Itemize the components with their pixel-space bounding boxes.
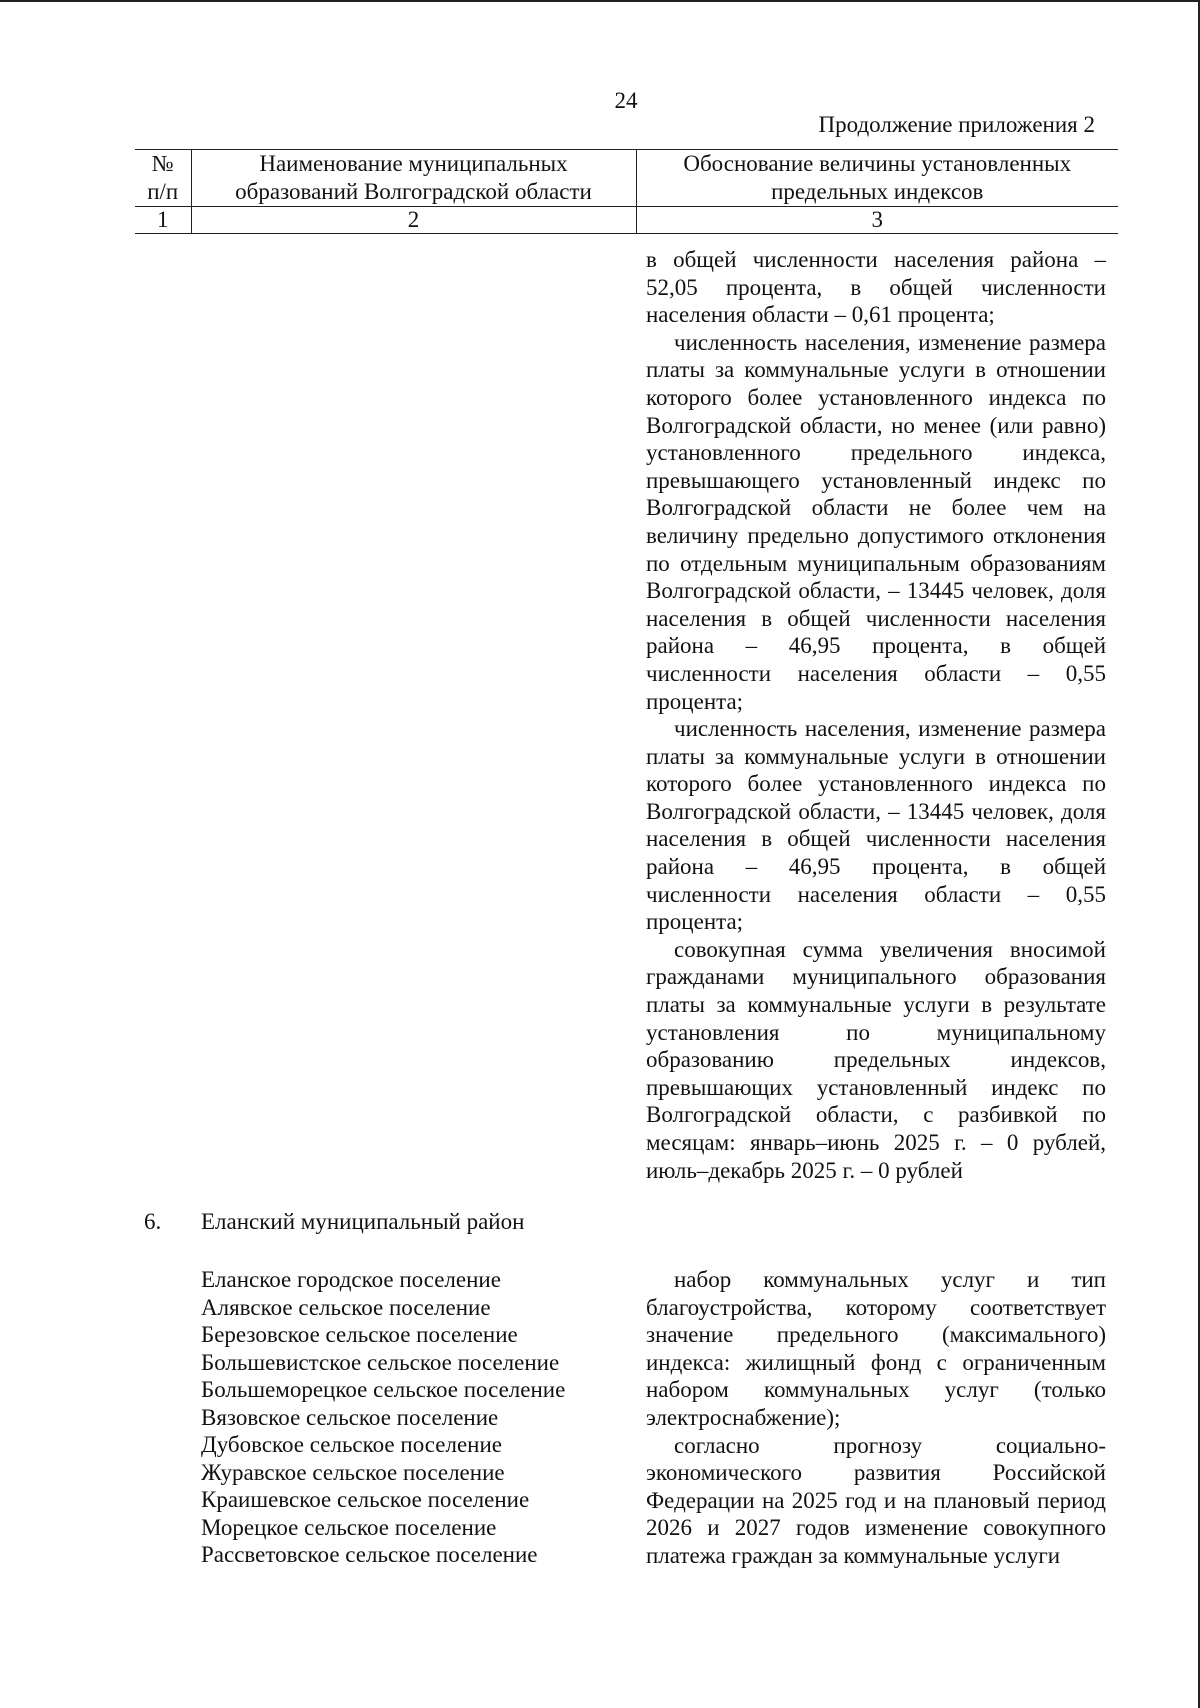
- list-item: Алявское сельское поселение: [201, 1294, 491, 1320]
- list-item: Большеморецкое сельское поселение: [201, 1377, 566, 1402]
- district-justification-text: [646, 1266, 1106, 1570]
- continuation-label: Продолжение приложения 2: [818, 112, 1095, 137]
- paragraph: согласно прогнозу социально-экономического развития Российской Федерации на 2025 год и на плановый период 2026 и 2027 годов изменение совокупного платежа граждан за коммунальные услуги: [646, 1432, 1106, 1568]
- district-name: Еланский муниципальный район: [201, 1209, 525, 1234]
- list-item: Краишевское сельское поселение: [201, 1487, 530, 1512]
- list-item: Большевистское сельское поселение: [201, 1349, 560, 1375]
- header-justification-line2: предельных индексов: [771, 179, 984, 204]
- list-item: Журавское сельское поселение: [201, 1459, 505, 1485]
- list-item: Еланское городское поселение: [201, 1267, 501, 1292]
- settlement-list: [201, 1266, 565, 1569]
- list-item: Рассветовское сельское поселение: [201, 1542, 538, 1567]
- district-number: 6.: [144, 1209, 162, 1234]
- header-name-line2: образований Волгоградской области: [235, 179, 592, 204]
- paragraph: набор коммунальных услуг и тип благоустройства, которому соответствует значение предельного (максимального) индекса: жилищный фонд с ограниченным набором коммунальных услуг (только электроснабжение);: [646, 1267, 1106, 1430]
- previous-justification-text: [646, 246, 1106, 1184]
- paragraph: численность населения, изменение размера платы за коммунальные услуги в отношении которого более установленного индекса по Волгоградской области, – 13445 человек, доля населения в общей численности населения района – 46,95 процента, в общей численности населения области – 0,55 процента;: [646, 716, 1106, 935]
- header-name-line1: Наименование муниципальных: [259, 151, 568, 176]
- paragraph: численность населения, изменение размера платы за коммунальные услуги в отношении которого более установленного индекса по Волгоградской области, но менее (или равно) установленного предельного индекса, превышающего установленный индекс по Волгоградской области не более чем на величину предельно допустимого отклонения по отдельным муниципальным образованиям Волгоградской области, – 13445 человек, доля населения в общей численности населения района – 46,95 процента, в общей численности населения области – 0,55 процента;: [646, 329, 1106, 714]
- header-number-line2: п/п: [147, 179, 179, 204]
- header-number-line1: №: [151, 151, 174, 176]
- header-cell-justification: [636, 150, 1118, 207]
- column-number-2: 2: [191, 207, 636, 234]
- page-top-edge: [0, 0, 1200, 2]
- header-cell-number: [135, 150, 191, 207]
- table-header: [135, 149, 1118, 234]
- list-item: Березовское сельское поселение: [201, 1322, 518, 1347]
- list-item: Морецкое сельское поселение: [201, 1514, 497, 1540]
- column-number-1: 1: [135, 207, 191, 234]
- paragraph: в общей численности населения района – 52,05 процента, в общей численности населения области – 0,61 процента;: [646, 247, 1106, 328]
- list-item: Дубовское сельское поселение: [201, 1432, 502, 1457]
- column-number-row: [135, 207, 1118, 234]
- page-number: 24: [614, 88, 638, 113]
- header-row: [135, 150, 1118, 207]
- list-item: Вязовское сельское поселение: [201, 1404, 499, 1430]
- header-justification-line1: Обоснование величины установленных: [683, 151, 1072, 176]
- header-cell-name: [191, 150, 636, 207]
- paragraph: совокупная сумма увеличения вносимой гражданами муниципального образования платы за коммунальные услуги в результате установления по муниципальному образованию предельных индексов, превышающих установленный индекс по Волгоградской области, с разбивкой по месяцам: январь–июнь 2025 г. – 0 рублей, июль–декабрь 2025 г. – 0 рублей: [646, 936, 1106, 1183]
- column-number-3: 3: [636, 207, 1118, 234]
